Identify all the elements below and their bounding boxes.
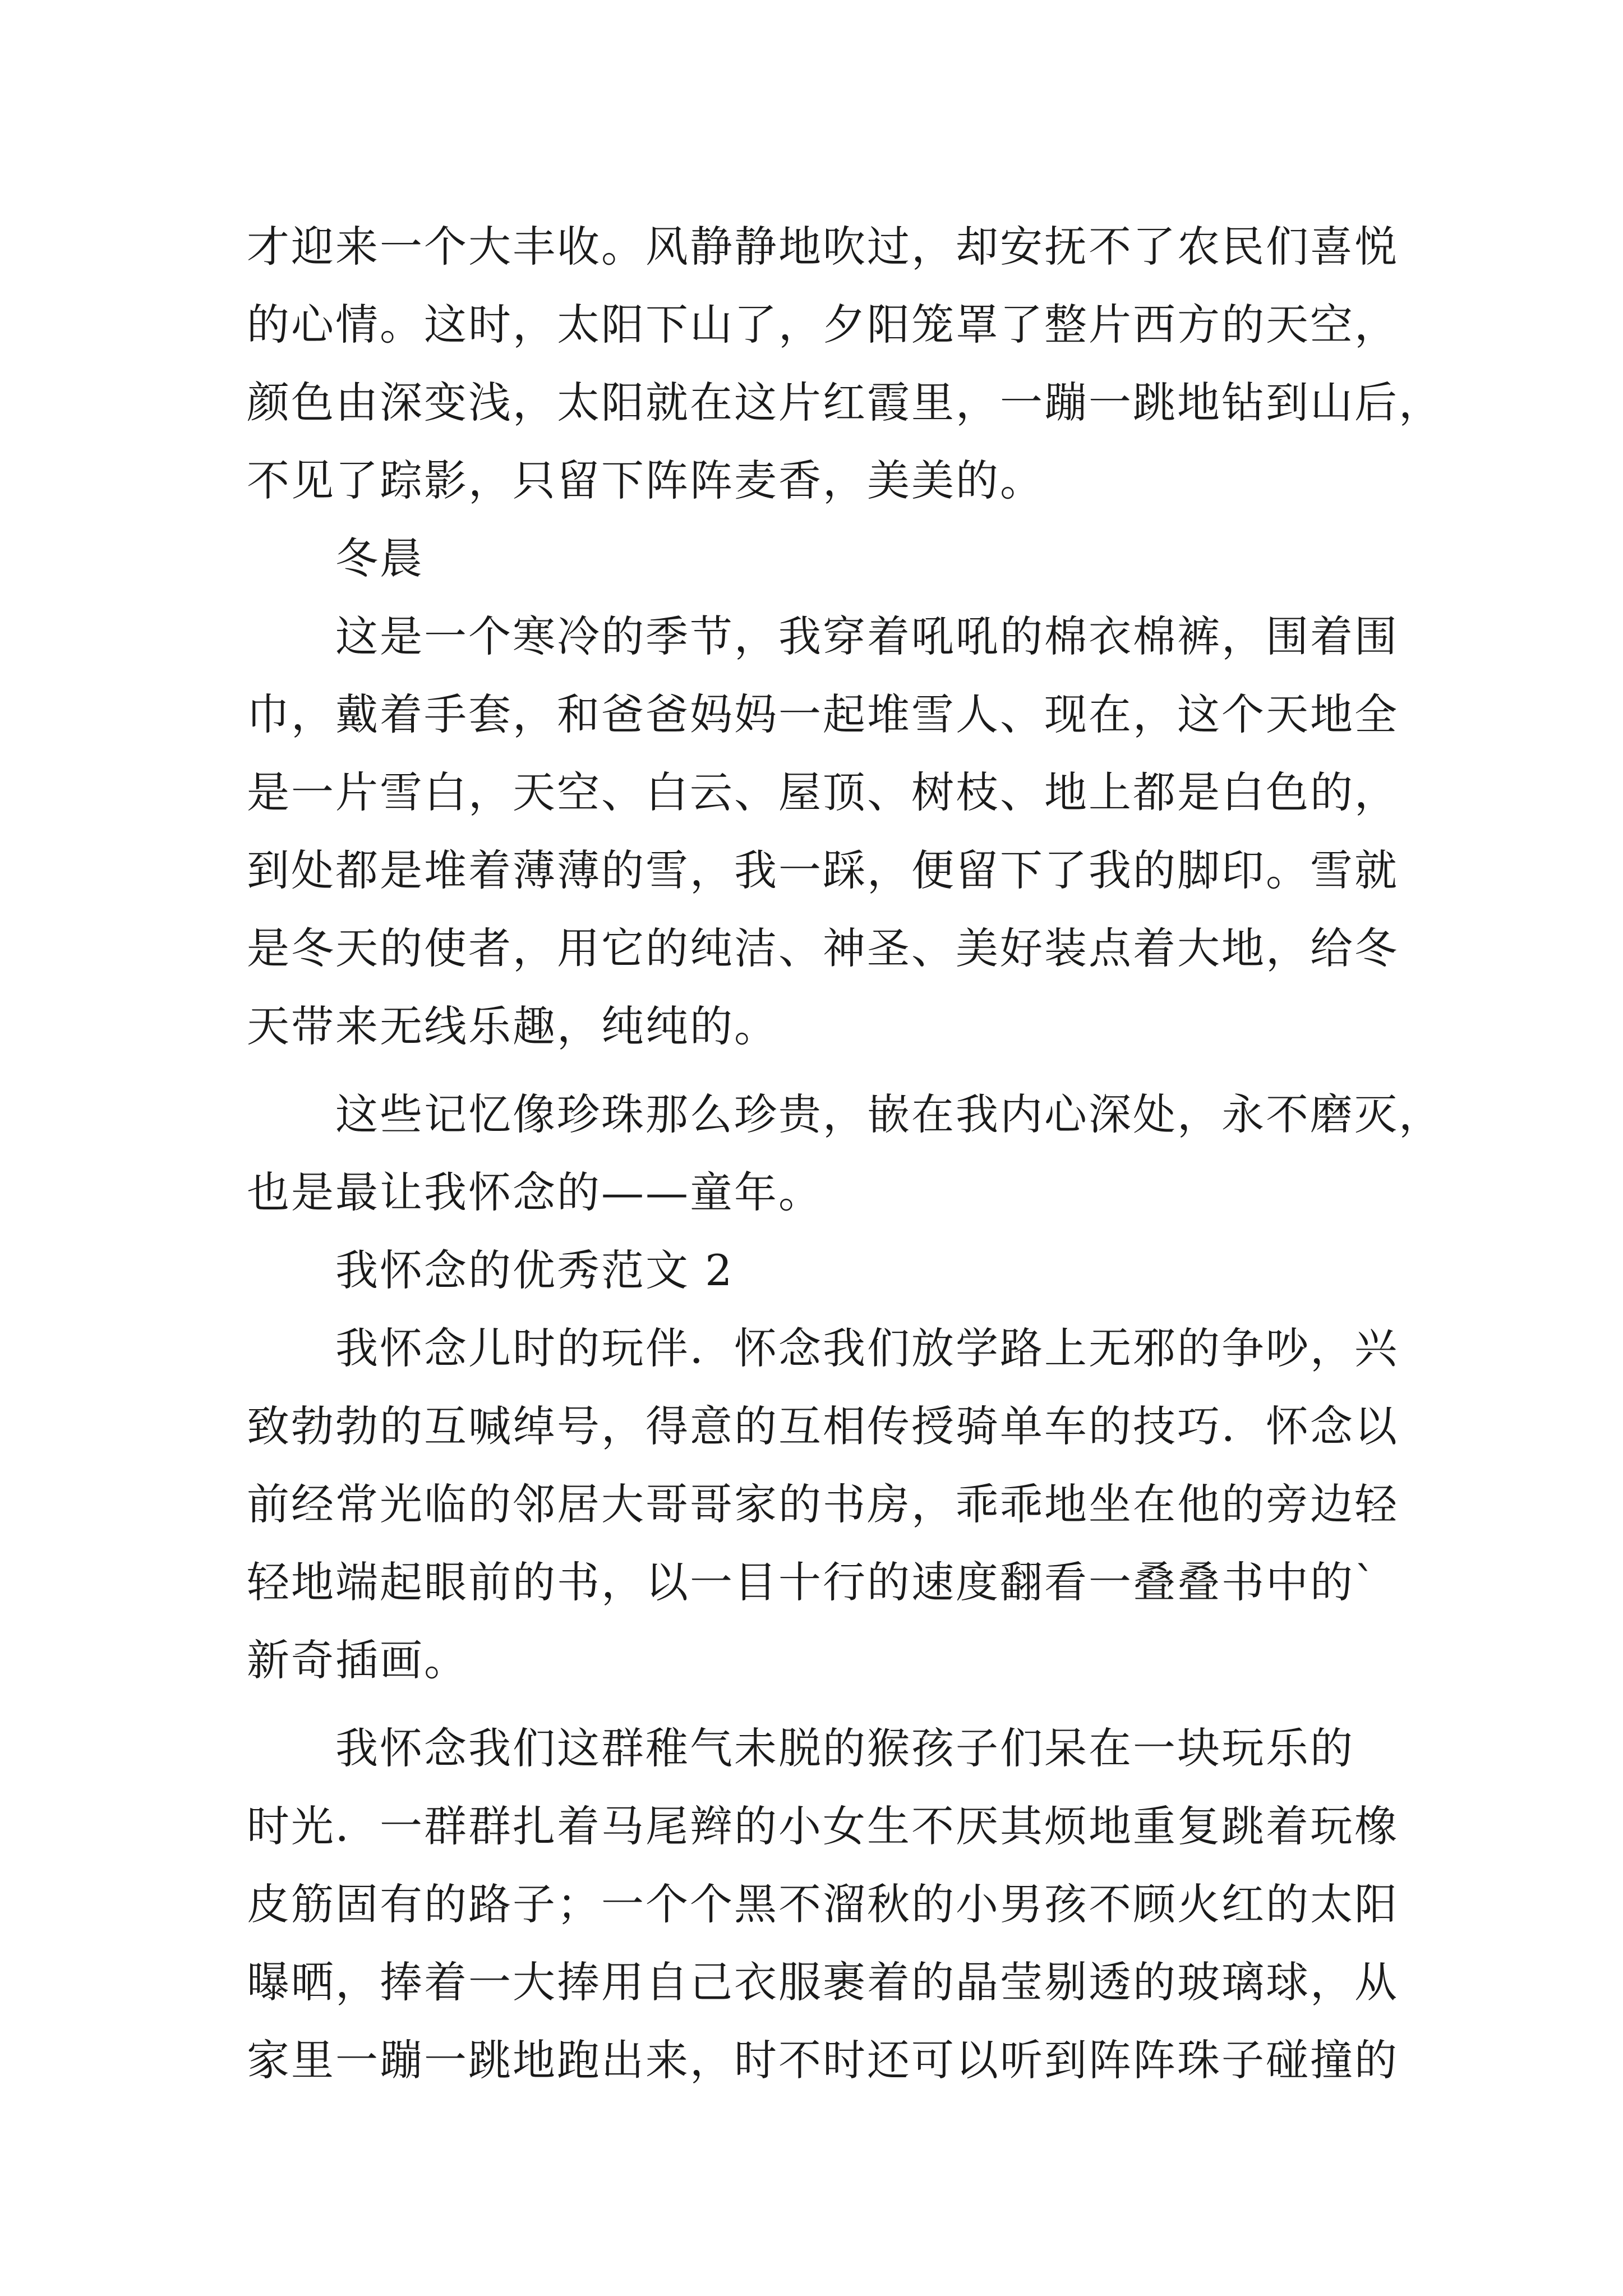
text-line: 也是最让我怀念的——童年。 <box>247 1167 823 1217</box>
text-line: 这是一个寒冷的季节，我穿着吼吼的棉衣棉裤，围着围 <box>335 611 1399 661</box>
text-line: 前经常光临的邻居大哥哥家的书房，乖乖地坐在他的旁边轻 <box>247 1479 1399 1529</box>
text-line: 天带来无线乐趣，纯纯的。 <box>247 1001 778 1051</box>
text-line: 这些记忆像珍珠那么珍贵，嵌在我内心深处，永不磨灭， <box>335 1089 1443 1139</box>
text-line: 新奇插画。 <box>247 1635 468 1685</box>
text-line: 是冬天的使者，用它的纯洁、神圣、美好装点着大地，给冬 <box>247 923 1399 973</box>
text-line: 曝晒，捧着一大捧用自己衣服裹着的晶莹剔透的玻璃球，从 <box>247 1957 1399 2007</box>
section-heading-essay-2: 我怀念的优秀范文 2 <box>335 1245 734 1295</box>
text-line: 皮筋固有的路子；一个个黑不溜秋的小男孩不顾火红的太阳 <box>247 1879 1399 1929</box>
text-line: 轻地端起眼前的书，以一目十行的速度翻看一叠叠书中的` <box>247 1557 1377 1607</box>
text-line: 是一片雪白，天空、白云、屋顶、树枝、地上都是白色的， <box>247 767 1399 817</box>
section-heading-winter-morning: 冬晨 <box>335 533 424 583</box>
text-line: 时光．一群群扎着马尾辫的小女生不厌其烦地重复跳着玩橡 <box>247 1801 1399 1851</box>
text-line: 我怀念我们这群稚气未脱的猴孩子们呆在一块玩乐的 <box>335 1723 1354 1773</box>
text-line: 的心情。这时，太阳下山了，夕阳笼罩了整片西方的天空， <box>247 300 1399 349</box>
text-line: 到处都是堆着薄薄的雪，我一踩，便留下了我的脚印。雪就 <box>247 845 1399 895</box>
text-line: 巾，戴着手套，和爸爸妈妈一起堆雪人、现在，这个天地全 <box>247 689 1399 739</box>
document-body <box>247 208 1443 2099</box>
text-line: 颜色由深变浅，太阳就在这片红霞里，一蹦一跳地钻到山后， <box>247 378 1443 427</box>
text-line: 才迎来一个大丰收。风静静地吹过，却安抚不了农民们喜悦 <box>247 222 1399 272</box>
text-line: 家里一蹦一跳地跑出来，时不时还可以听到阵阵珠子碰撞的 <box>247 2035 1399 2085</box>
text-line: 不见了踪影，只留下阵阵麦香，美美的。 <box>247 455 1044 505</box>
text-line: 我怀念儿时的玩伴．怀念我们放学路上无邪的争吵，兴 <box>335 1323 1399 1373</box>
text-line: 致勃勃的互喊绰号，得意的互相传授骑单车的技巧．怀念以 <box>247 1401 1399 1451</box>
